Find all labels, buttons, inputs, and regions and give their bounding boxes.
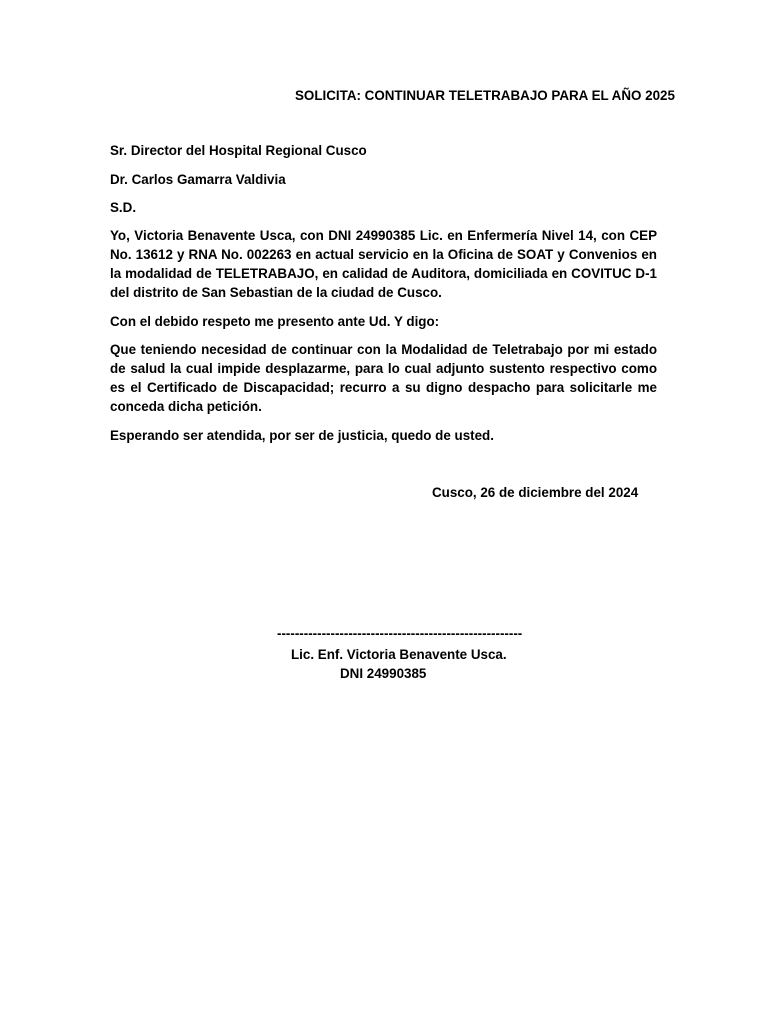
letter-subject: SOLICITA: CONTINUAR TELETRABAJO PARA EL AÑO 2025	[295, 88, 675, 103]
intro-paragraph: Yo, Victoria Benavente Usca, con DNI 24990385 Lic. en Enfermería Nivel 14, con CEP No. 13612 y RNA No. 002263 en actual servicio en la Oficina de SOAT y Convenios en la modalidad de TELETRABAJO, en calidad de Auditora, domiciliada en COVITUC D-1 del distrito de San Sebastian de la ciudad de Cusco.	[110, 228, 657, 300]
request-paragraph: Que teniendo necesidad de continuar con la Modalidad de Teletrabajo por mi estado de salud la cual impide desplazarme, para lo cual adjunto sustento respectivo como es el Certificado de Discapacidad; recurro a su digno despacho para solicitarle me conceda dicha petición.	[110, 342, 657, 414]
signer-name: Lic. Enf. Victoria Benavente Usca.	[291, 647, 507, 662]
signer-dni: DNI 24990385	[340, 666, 427, 681]
recipient-title: Sr. Director del Hospital Regional Cusco	[110, 143, 367, 158]
salutation: S.D.	[110, 200, 137, 215]
signature-line: -------------------------------------------------------	[277, 626, 523, 641]
recipient-name: Dr. Carlos Gamarra Valdivia	[110, 172, 286, 187]
closing-line: Esperando ser atendida, por ser de justicia, quedo de usted.	[110, 428, 494, 443]
respect-line: Con el debido respeto me presento ante Ud. Y digo:	[110, 314, 440, 329]
date-line: Cusco, 26 de diciembre del 2024	[432, 485, 639, 500]
